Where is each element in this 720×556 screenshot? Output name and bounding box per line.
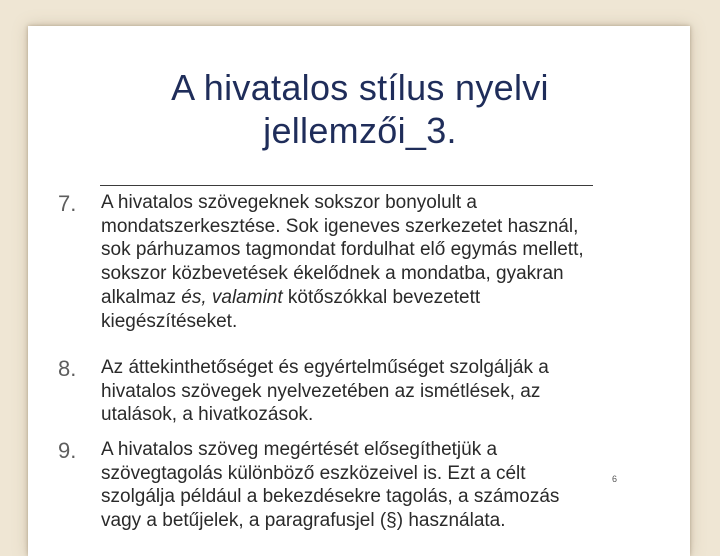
text-line: sok párhuzamos tagmondat fordulhat elő egymás mellett, [101,239,584,261]
text-line: Az áttekinthetőséget és egyértelműséget szolgálják a [101,357,549,378]
text-line: A hivatalos szövegeknek sokszor bonyolult a [101,192,477,213]
list-item-number: 8. [58,356,77,381]
text-line: sokszor közbevetések ékelődnek a mondatba, gyakran [101,263,564,285]
text-line: vagy a betűjelek, a paragrafusjel (§) használata. [101,510,506,532]
slide-title [40,66,680,152]
title-line-1: A hivatalos stílus nyelvi [171,67,549,108]
text-segment: alkalmaz [101,286,176,308]
text-line: szolgálja például a bekezdésekre tagolás, a számozás [101,486,560,508]
list-item-text [101,438,701,533]
list-item-text [101,191,701,333]
text-line [101,286,701,310]
italic-segment: és, valamint [181,286,283,308]
list-item-number: 7. [58,191,77,216]
text-line: hivatalos szövegek nyelvezetében az ismétlések, az [101,380,541,402]
text-line: A hivatalos szöveg megértését elősegíthetjük a [101,439,498,460]
title-divider [100,185,593,186]
list-item-text [101,356,701,427]
text-segment: kötőszókkal bevezetett [287,286,481,308]
text-line: kiegészítéseket. [101,310,238,332]
page-number: 6 [612,474,618,484]
text-line: utalások, a hivatkozások. [101,404,314,426]
list-item-number: 9. [58,438,77,463]
text-line: mondatszerkesztése. Sok igeneves szerkezetet használ, [101,215,579,237]
text-line: szövegtagolás különböző eszközeivel is. Ezt a célt [101,462,526,484]
title-line-2: jellemzői_3. [263,110,457,151]
